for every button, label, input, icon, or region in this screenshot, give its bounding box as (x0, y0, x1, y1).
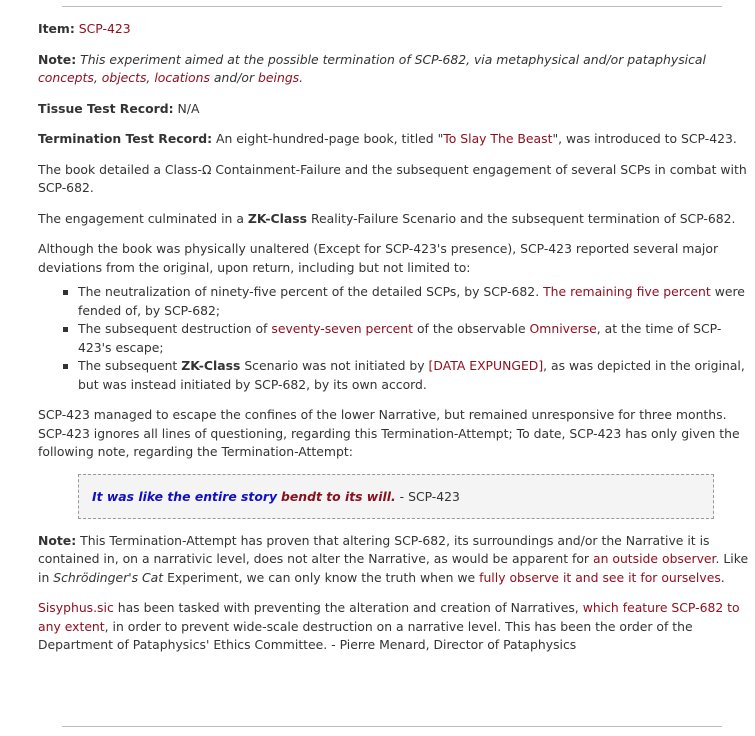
quote-text-blue: It was like the entire story (92, 488, 278, 504)
engagement-paragraph: The engagement culminated in a ZK-Class Reality-Failure Scenario and the subsequent termination of SCP-682. (38, 210, 736, 226)
feature-scp-682-link[interactable]: which feature SCP-682 to any extent (38, 600, 740, 634)
document-body (38, 20, 750, 667)
termination-test-paragraph: Termination Test Record: An eight-hundred-page book, titled "To Slay The Beast", was introduced to SCP-423. (38, 131, 737, 146)
locations-link[interactable]: locations (154, 70, 210, 85)
top-divider (62, 6, 722, 7)
quote-attribution: - SCP-423 (399, 488, 460, 504)
sisyphus-link[interactable]: Sisyphus.sic (38, 600, 114, 615)
note-paragraph: Note: This experiment aimed at the possible termination of SCP-682, via metaphysical and/or pataphysical concepts, objects, locations and/or beings. (38, 51, 706, 85)
omniverse-link[interactable]: Omniverse (529, 321, 597, 336)
list-item: The subsequent destruction of seventy-seven percent of the observable Omniverse, at the time of SCP-423's escape; (78, 320, 750, 357)
deviations-list (38, 283, 750, 394)
book-detail-paragraph: The book detailed a Class-Ω Containment-Failure and the subsequent engagement of several SCPs in combat with SCP-682. (38, 161, 747, 195)
concepts-link[interactable]: concepts (38, 70, 94, 85)
tissue-test-line: Tissue Test Record: N/A (38, 100, 200, 116)
data-expunged-link[interactable]: [DATA EXPUNGED] (428, 358, 544, 373)
escape-paragraph: SCP-423 managed to escape the confines of the lower Narrative, but remained unresponsive for three months. SCP-423 ignores all lines of questioning, regarding this Termination-Attempt; To date, SCP-423 has only given the following note, regarding the Termination-Attempt: (38, 407, 740, 459)
fully-observe-link[interactable]: fully observe it and see it for ourselves (479, 569, 721, 585)
item-link[interactable]: SCP-423 (78, 21, 131, 36)
bottom-divider (62, 726, 722, 727)
remaining-five-percent-link[interactable]: The remaining five percent (543, 284, 711, 299)
outside-observer-link[interactable]: an outside observer (592, 551, 716, 566)
list-item: The neutralization of ninety-five percent of the detailed SCPs, by SCP-682. The remaining five percent were fended of, by SCP-682; (78, 283, 750, 320)
deviations-paragraph: Although the book was physically unaltered (Except for SCP-423's presence), SCP-423 reported several major deviations from the original, upon return, including but not limited to: (38, 241, 719, 275)
second-note-paragraph: Note: This Termination-Attempt has proven that altering SCP-682, its surroundings and/or the Narrative it is contained in, on a narrativic level, does not alter the Narrative, as would be apparent for an outside observer. Like in Schrödinger's Cat Experiment, we can only know the truth when we fully observe it and see it for ourselves. (38, 532, 749, 585)
to-slay-the-beast-link[interactable]: To Slay The Beast (443, 131, 553, 146)
quote-text-maroon: bendt to its will. (281, 488, 396, 504)
item-line: Item: SCP-423 (38, 21, 131, 36)
list-item: The subsequent ZK-Class Scenario was not initiated by [DATA EXPUNGED], as was depicted in the original, but was instead initiated by SCP-682, by its own accord. (78, 357, 750, 394)
seventy-seven-percent-link[interactable]: seventy-seven percent (271, 321, 413, 336)
objects-link[interactable]: objects (101, 70, 147, 85)
beings-link[interactable]: beings (258, 70, 300, 85)
quote-block (78, 474, 714, 519)
final-paragraph: Sisyphus.sic has been tasked with preventing the alteration and creation of Narratives, which feature SCP-682 to any extent, in order to prevent wide-scale destruction on a narrative level. This has been the order of the Department of Pataphysics' Ethics Committee. - Pierre Menard, Director of Pataphysics (38, 600, 740, 652)
